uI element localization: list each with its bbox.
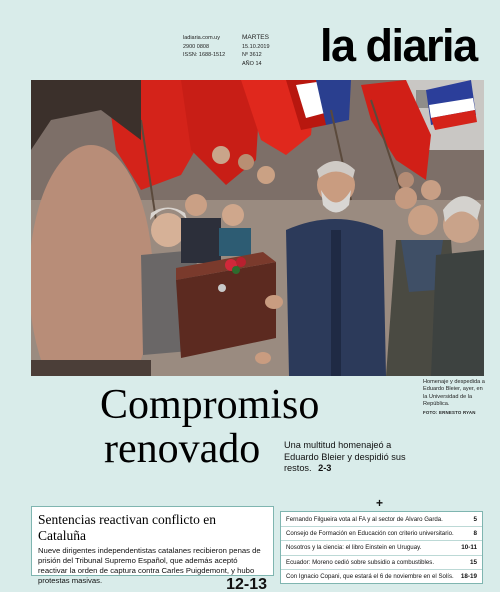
masthead-contact [183, 34, 225, 60]
lead-deck-text: Una multitud homenajeó a Eduardo Bleier y despidió sus restos. [284, 440, 406, 474]
masthead-issue [242, 34, 270, 68]
lead-photo[interactable] [31, 80, 484, 376]
story-box[interactable] [31, 506, 274, 592]
story-body: Nueve dirigentes independentistas catalanes recibieron penas de prisión del Tribunal Supremo Español, que además aceptó reactivar la orden de captura contra Carles Puigdemont, y hubo protestas masivas. [38, 546, 261, 585]
brief-text: Nosotros y la ciencia: el libro Einstein en Uruguay. [286, 544, 422, 552]
story-page-ref[interactable]: 12-13 [226, 576, 267, 592]
issue-number: Nº 3612 [242, 52, 262, 58]
website-link[interactable]: ladiaria.com.uy [183, 35, 220, 41]
issue-day: MARTES [242, 34, 269, 41]
brief-page-ref: 8 [473, 530, 477, 538]
briefs-list [280, 511, 483, 584]
lead-deck [284, 440, 412, 475]
funeral-crowd-image [31, 80, 484, 376]
brief-item[interactable] [281, 569, 482, 583]
phone-number: 2900 0808 [183, 43, 209, 50]
lead-headline[interactable] [100, 382, 320, 472]
headline-line-2: renovado [104, 426, 261, 472]
brief-item[interactable] [281, 526, 482, 540]
headline-line-1: Compromiso [100, 382, 320, 428]
photo-caption [423, 379, 487, 416]
newspaper-logo[interactable]: la diaria [320, 20, 477, 71]
brief-page-ref: 18-19 [460, 572, 477, 580]
plus-icon: + [376, 496, 384, 510]
photo-credit: FOTO: ERNESTO RYAN [423, 410, 476, 416]
brief-item[interactable] [281, 540, 482, 554]
brief-page-ref: 15 [469, 558, 477, 566]
story-title: Sentencias reactivan conflicto en Cataluña [38, 512, 217, 543]
brief-item[interactable] [281, 555, 482, 569]
brief-text: Consejo de Formación en Educación con criterio universitario. [286, 530, 454, 538]
brief-text: Fernando Filgueira vota al FA y al sector de Álvaro Garda. [286, 515, 443, 523]
lead-page-ref[interactable]: 2-3 [318, 463, 332, 474]
brief-item[interactable] [281, 512, 482, 526]
issue-date: 15.10.2019 [242, 43, 270, 50]
issue-year: AÑO 14 [242, 60, 262, 67]
brief-page-ref: 5 [473, 515, 477, 523]
brief-text: Con Ignacio Copani, que estará el 6 de noviembre en el Solís. [286, 572, 454, 580]
photo-caption-text: Homenaje y despedida a Eduardo Bleier, ayer, en la Universidad de la República. [423, 379, 485, 407]
issn: ISSN: 1688-1512 [183, 52, 226, 58]
brief-page-ref: 10-11 [461, 544, 477, 552]
brief-text: Ecuador: Moreno cedió sobre subsidio a combustibles. [286, 558, 435, 566]
